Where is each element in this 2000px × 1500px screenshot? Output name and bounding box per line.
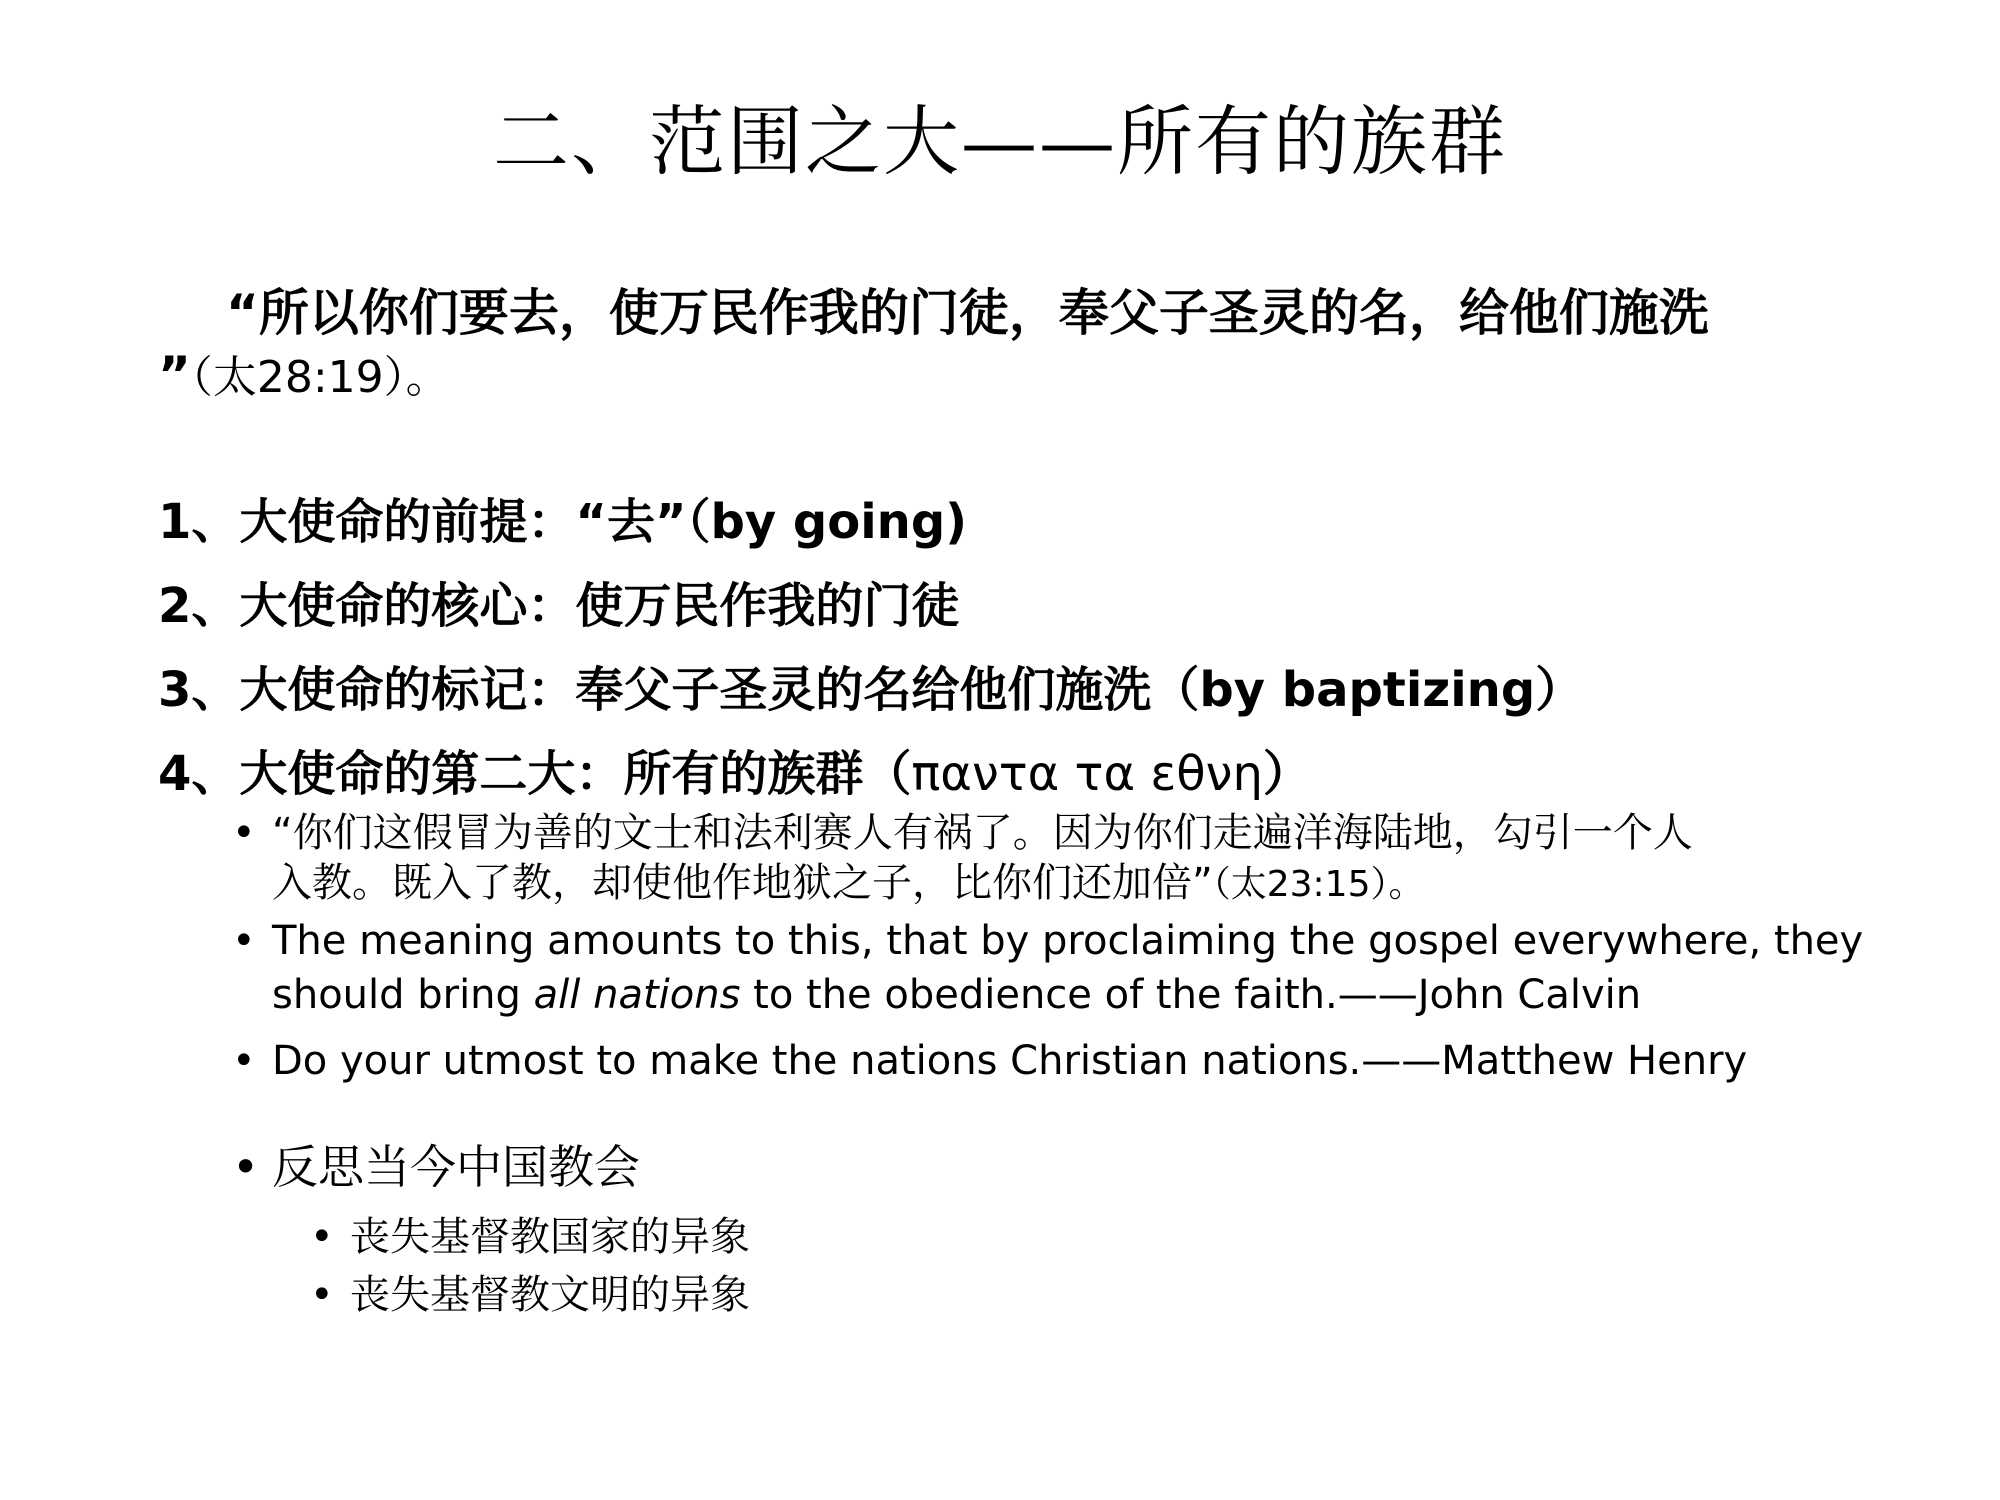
subpoint-1-reference: （太23:15）。 [1212, 864, 1425, 905]
subpoint-1-line-2 [272, 858, 1922, 910]
subpoint-2-line-2-post: to the obedience of the faith.——John Calvin [740, 972, 1642, 1018]
bullet-row [232, 914, 1922, 1022]
subpoint-matthew-23 [232, 808, 1922, 910]
bullet-dot: • [232, 1140, 260, 1194]
bullet-row [310, 1268, 1710, 1322]
bullet-dot: • [310, 1272, 334, 1318]
reflection-item-2 [310, 1268, 1710, 1322]
subpoint-henry-quote [232, 1034, 1922, 1088]
numbered-points [158, 480, 1918, 816]
point-2 [158, 564, 1918, 648]
verse-line-1: “所以你们要去，使万民作我的门徒，奉父子圣灵的名，给他们施洗 [226, 284, 1709, 342]
bullet-dot: • [310, 1214, 334, 1260]
point-4-greek: παντα τα εθνη [911, 746, 1263, 802]
subpoint-calvin-quote [232, 914, 1922, 1022]
subpoint-3-text: Do your utmost to make the nations Christian nations.——Matthew Henry [272, 1038, 1748, 1084]
slide-title: 二、范围之大——所有的族群 [493, 97, 1507, 186]
point-4-text: 4、大使命的第二大：所有的族群（ [158, 746, 912, 802]
subpoint-reflection [232, 1136, 1922, 1198]
subpoint-2-line-1: The meaning amounts to this, that by proclaiming the gospel everywhere, they [272, 918, 1864, 964]
subpoint-2-line-2 [272, 968, 1922, 1022]
subpoint-2-emphasis: all nations [533, 972, 741, 1018]
bullet-dot: • [232, 810, 256, 856]
subpoint-1-line-2-text: 入教。既入了教，却使他作地狱之子，比你们还加倍” [272, 860, 1213, 906]
verse-closing-quote: ” [158, 346, 191, 404]
bullet-row [310, 1210, 1710, 1264]
reflection-item-1-text: 丧失基督教国家的异象 [350, 1214, 750, 1260]
point-1-text: 1、大使命的前提：“去”（by going) [158, 494, 968, 550]
point-3-text: 3、大使命的标记：奉父子圣灵的名给他们施洗（by baptizing） [158, 662, 1584, 718]
subpoint-2-line-2-pre: should bring [272, 972, 534, 1018]
point-3 [158, 648, 1918, 732]
bullet-dot: • [232, 918, 256, 964]
verse-line-2 [158, 344, 1918, 409]
point-2-text: 2、大使命的核心：使万民作我的门徒 [158, 578, 960, 634]
point-1 [158, 480, 1918, 564]
point-4-close: ） [1262, 746, 1311, 802]
bullet-row [232, 1034, 1922, 1088]
subpoint-1-line-1: “你们这假冒为善的文士和法利赛人有祸了。因为你们走遍洋海陆地，勾引一个人 [272, 810, 1693, 856]
reflection-item-2-text: 丧失基督教文明的异象 [350, 1272, 750, 1318]
verse-quote [158, 282, 1918, 409]
point-4 [158, 732, 1918, 816]
bullet-row [232, 1136, 1922, 1198]
bullet-row [232, 808, 1922, 910]
bullet-dot: • [232, 1038, 256, 1084]
subpoint-4-text: 反思当今中国教会 [272, 1140, 640, 1194]
reflection-item-1 [310, 1210, 1710, 1264]
verse-reference: （太28:19）。 [190, 352, 450, 403]
